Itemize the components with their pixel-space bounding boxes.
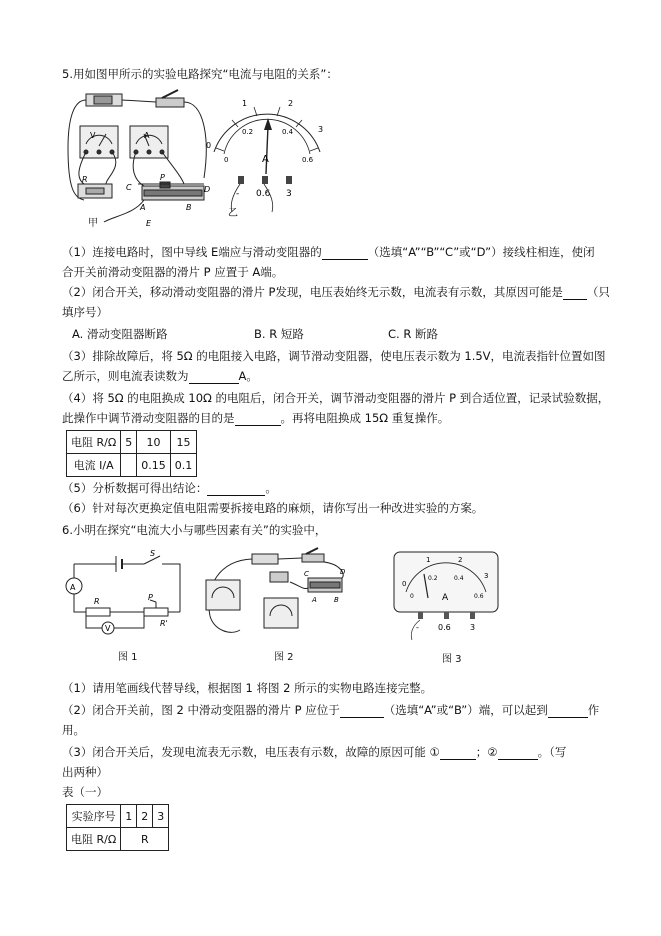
svg-text:0.2: 0.2	[242, 128, 254, 136]
svg-text:S: S	[150, 549, 156, 558]
svg-text:0.6: 0.6	[256, 189, 271, 199]
svg-text:B: B	[186, 203, 192, 212]
q6-p3-line1: （3）闭合开关后，发现电流表无示数，电压表有示数，故障的原因可能 ① ；② 。（写	[62, 745, 567, 759]
svg-text:C: C	[126, 183, 132, 192]
option-a: A. 滑动变阻器断路	[72, 327, 168, 341]
q6-p2-line2: 用。	[62, 723, 85, 737]
q6-p3-line2: 出两种）	[62, 765, 108, 779]
meter-letter: A	[262, 154, 269, 165]
label-A: A	[144, 131, 150, 140]
option-c: C. R 断路	[388, 327, 438, 341]
q6-title: 6.小明在探究“电流大小与哪些因素有关”的实验中，	[62, 523, 327, 537]
q5-p4-line1: （4）将 5Ω 的电阻换成 10Ω 的电阻后，闭合开关，调节滑动变阻器的滑片 P 到合适位置，记录试验数据，	[62, 391, 610, 405]
answer-blank[interactable]	[340, 705, 384, 718]
answer-blank[interactable]	[235, 413, 281, 426]
q5-p2-line2: 填序号）	[62, 305, 108, 319]
answer-blank[interactable]	[563, 287, 587, 300]
svg-text:3: 3	[484, 572, 489, 580]
q5-p1-line2: 合开关前滑动变阻器的滑片 P 应置于 A端。	[62, 265, 284, 279]
svg-text:3: 3	[286, 189, 292, 199]
fig-yi-label: 乙	[228, 208, 238, 219]
svg-text:A: A	[140, 203, 146, 212]
svg-text:A: A	[442, 593, 449, 603]
answer-blank[interactable]	[548, 705, 588, 718]
table-row: 电阻 R/Ω R	[67, 828, 169, 851]
svg-text:E: E	[146, 219, 152, 228]
q6-figure-1	[64, 544, 186, 644]
svg-text:D: D	[340, 568, 346, 576]
svg-text:0.6: 0.6	[474, 593, 484, 600]
q5-p3-line1: （3）排除故障后，将 5Ω 的电阻接入电路，调节滑动变阻器，使电压表示数为 1.5V，电流表指针位置如图	[62, 349, 606, 363]
q6-p1: （1）请用笔画线代替导线，根据图 1 将图 2 所示的实物电路连接完整。	[62, 681, 433, 695]
svg-text:0: 0	[224, 156, 229, 164]
answer-blank[interactable]	[440, 747, 476, 760]
svg-text:R: R	[82, 175, 88, 184]
svg-text:0.4: 0.4	[282, 128, 294, 136]
q5-p5: （5）分析数据可得出结论： 。	[62, 481, 277, 495]
q5-p2-line1: （2）闭合开关，移动滑动变阻器的滑片 P发现，电压表始终无示数，电流表有示数，其原因可能是 （只	[62, 285, 610, 299]
svg-text:-: -	[416, 623, 419, 632]
q6-figure-3	[392, 548, 500, 644]
svg-text:A: A	[70, 583, 76, 592]
q5-title: 5.用如图甲所示的实验电路探究“电流与电阻的关系”：	[62, 67, 338, 81]
q6-figure-2	[200, 546, 348, 646]
table-row: 实验序号 1 2 3	[67, 805, 169, 828]
svg-text:2: 2	[288, 99, 294, 108]
q6-table-title: 表（一）	[62, 785, 108, 799]
answer-blank[interactable]	[498, 747, 538, 760]
q5-p6: （6）针对每次更换定值电阻需要拆接电路的麻烦，请你写出一种改进实验的方案。	[62, 501, 484, 515]
svg-text:0: 0	[206, 141, 212, 150]
svg-text:3: 3	[318, 125, 324, 134]
svg-text:0.2: 0.2	[428, 575, 438, 582]
svg-text:V: V	[105, 624, 111, 633]
svg-text:P: P	[160, 173, 165, 182]
q6-p2-line1: （2）闭合开关前，图 2 中滑动变阻器的滑片 P 应位于 （选填“A”或“B”）端，可以起到 作	[62, 703, 600, 717]
svg-text:D: D	[204, 185, 211, 194]
svg-text:0.4: 0.4	[454, 575, 464, 582]
option-b: B. R 短路	[254, 327, 304, 341]
svg-text:C: C	[304, 570, 309, 578]
q5-figure-yi	[202, 96, 332, 216]
svg-text:3: 3	[470, 623, 476, 632]
q5-data-table	[66, 430, 197, 477]
svg-text:0: 0	[402, 580, 407, 588]
q5-p4-line2: 此操作中调节滑动变阻器的目的是 。再将电阻换成 15Ω 重复操作。	[62, 411, 450, 425]
table-row: 电阻 R/Ω 5 10 15	[67, 431, 197, 454]
svg-text:R: R	[94, 597, 100, 606]
answer-blank[interactable]	[322, 247, 368, 260]
q5-p3-line2: 乙所示，则电流表读数为 A。	[62, 369, 258, 383]
svg-text:-: -	[236, 189, 240, 199]
fig-jia-label: 甲	[88, 218, 98, 229]
fig3-caption: 图 3	[442, 654, 462, 665]
svg-text:B: B	[334, 596, 339, 604]
q5-figure-jia	[64, 88, 214, 230]
svg-text:1: 1	[242, 99, 248, 108]
svg-text:R': R'	[160, 619, 168, 628]
svg-text:2: 2	[458, 556, 463, 564]
label-V: V	[90, 131, 96, 140]
answer-blank[interactable]	[207, 483, 265, 496]
svg-text:0.6: 0.6	[302, 156, 314, 164]
svg-text:0.6: 0.6	[438, 623, 451, 632]
svg-text:P: P	[148, 593, 153, 602]
fig2-caption: 图 2	[274, 652, 294, 663]
q5-p1-line1: （1）连接电路时，图中导线 E端应与滑动变阻器的 （选填“A”“B”“C”或“D”）接线柱相连，使闭	[62, 245, 595, 259]
svg-text:0: 0	[410, 593, 414, 600]
svg-text:1: 1	[426, 556, 431, 564]
answer-blank[interactable]	[189, 371, 239, 384]
table-row: 电流 I/A 0.15 0.1	[67, 454, 197, 477]
q6-data-table	[66, 804, 169, 851]
fig1-caption: 图 1	[118, 652, 138, 663]
svg-text:A: A	[312, 596, 317, 604]
